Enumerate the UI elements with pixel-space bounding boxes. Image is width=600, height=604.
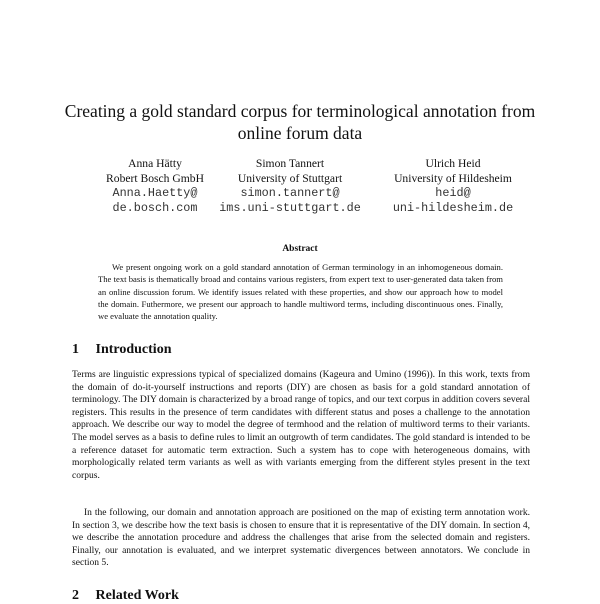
abstract-text: We present ongoing work on a gold standard annotation of German terminology in an inhomogeneous domain. The text basis is thematically broad and contains various registers, from expert text to user-generated data taken from an online discussion forum. We identify issues related with these properties, and show our approach how to model the domain. Futhermore, we present our approach to handle multiword terms, including discontinuous ones. Finally, we evaluate the annotation quality. — [98, 262, 503, 322]
author-email-line1: Anna.Haetty@ — [112, 186, 198, 201]
author-affiliation: University of Hildesheim — [394, 171, 512, 185]
section-title: Related Work — [95, 588, 179, 603]
section-heading-introduction — [72, 342, 171, 358]
author-2 — [210, 157, 370, 215]
section-number: 2 — [72, 588, 79, 603]
author-name: Anna Hätty — [128, 157, 182, 170]
section-title: Introduction — [95, 342, 172, 357]
author-affiliation: Robert Bosch GmbH — [106, 171, 204, 185]
body-paragraph: Terms are linguistic expressions typical of specialized domains (Kageura and Umino (1996)). In this work, texts from the domain of do-it-yourself instructions and reports (DIY) are chosen as basis for a gold standard annotation of terminology. The DIY domain is characterized by a broad range of topics, and our text corpus in addition covers several registers. This results in the presence of term candidates with different status and poses a challenge to the annotation approach. We describe our way to model the degree of termhood and the relation of multiword terms to their variants. The model serves as a basis to define rules to limit an outgrowth of term candidates. The gold standard is intended to be a reference dataset for automatic term extraction. Such a system has to cope with heterogeneous domains, with morphologically related term variants as well as with variants emerging from the different styles present in the text corpus. — [72, 369, 530, 481]
section-heading-related-work — [72, 588, 179, 604]
section-number: 1 — [72, 342, 79, 357]
body-paragraph: In the following, our domain and annotation approach are positioned on the map of existing term annotation work. In section 3, we describe how the text basis is chosen to ensure that it is representative of the DIY domain. In section 4, we describe the annotation procedure and address the challenges that arise from the selected domain and registers. Finally, our annotation is evaluated, and we interpret systematic divergences between annotators. We conclude in section 5. — [72, 507, 530, 569]
author-3 — [378, 157, 528, 215]
author-affiliation: University of Stuttgart — [237, 171, 343, 185]
author-1 — [85, 157, 225, 215]
author-email-line2: de.bosch.com — [112, 200, 198, 215]
author-name: Ulrich Heid — [425, 157, 481, 170]
author-email-line2: ims.uni-stuttgart.de — [219, 200, 361, 215]
author-email-line2: uni-hildesheim.de — [392, 200, 514, 215]
paper-title: Creating a gold standard corpus for terminological annotation from online forum data — [64, 101, 536, 143]
author-email-line1: heid@ — [435, 186, 471, 201]
author-email-line1: simon.tannert@ — [240, 186, 340, 201]
abstract-heading: Abstract — [282, 244, 318, 254]
author-name: Simon Tannert — [255, 157, 325, 170]
